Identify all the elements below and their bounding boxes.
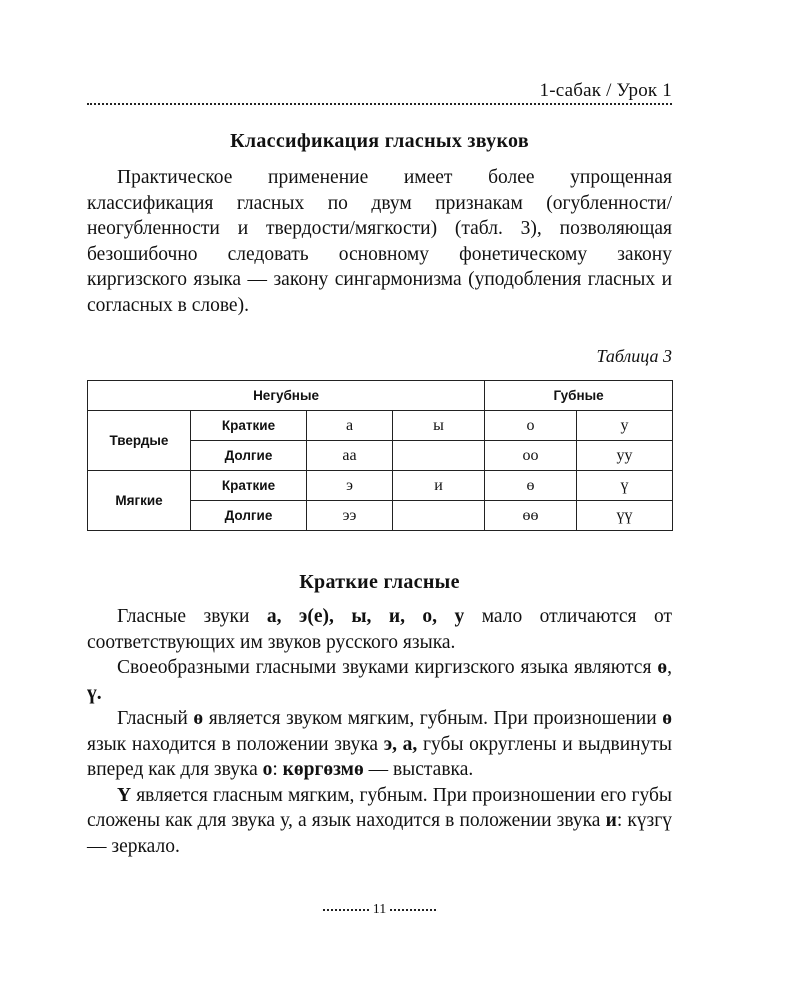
intro-paragraph: Практическое применение имеет более упрощенная классификация гласных по двум признакам (огубленности/неогубленности и твердости/мягкости) (табл. 3), позволяющая безошибочно следовать основному фонетическому закону киргизского языка — закону сингармонизма (уподобления гласных и согласных в слове). xyxy=(87,167,672,316)
text-run: — выставка. xyxy=(363,759,474,780)
table-cell: ү xyxy=(577,471,673,501)
text-run: Гласный xyxy=(117,708,194,729)
bold-text-run: э, а, xyxy=(383,733,418,755)
running-header: 1-сабак / Урок 1 xyxy=(539,80,672,101)
header-dotted-rule xyxy=(87,103,672,105)
paragraph xyxy=(87,604,672,655)
table-caption: Таблица 3 xyxy=(596,346,672,366)
text-run: язык находится в положении звука xyxy=(87,733,384,755)
table-row xyxy=(88,411,673,441)
table-cell xyxy=(393,501,485,531)
bold-text-run: и xyxy=(605,810,617,831)
row-type-label: Краткие xyxy=(191,471,307,501)
table-cell: ы xyxy=(393,411,485,441)
bold-text-run: ү. xyxy=(87,682,102,704)
page-number-value: 11 xyxy=(372,902,387,917)
paragraph xyxy=(87,706,672,783)
text-run: Гласные звуки xyxy=(117,606,267,627)
table-cell xyxy=(393,441,485,471)
row-type-label: Долгие xyxy=(191,501,307,531)
page-number xyxy=(87,902,672,918)
bold-text-run: көргөзмө xyxy=(282,759,364,780)
text-run: : күзгү — зеркало. xyxy=(87,810,672,857)
bold-text-run: ө xyxy=(662,708,672,729)
bold-text-run: ө xyxy=(193,708,204,729)
group-label-hard: Твердые xyxy=(88,411,191,471)
dotted-leader-left xyxy=(323,909,369,911)
table-cell: оо xyxy=(485,441,577,471)
row-type-label: Краткие xyxy=(191,411,307,441)
text-run: является звуком мягким, губным. При произношении xyxy=(203,708,663,729)
row-type-label: Долгие xyxy=(191,441,307,471)
text-run: Своеобразными гласными звуками киргизского языка являются xyxy=(117,657,658,678)
short-vowels-body xyxy=(87,604,672,859)
table-row xyxy=(88,471,673,501)
text-run: : xyxy=(272,759,283,780)
header-rounded: Губные xyxy=(485,381,673,411)
table-cell: э xyxy=(307,471,393,501)
text-run: губы округлены и выдвинуты вперед как для звука xyxy=(87,733,672,780)
text-run: является гласным мягким, губным. При произношении его губы сложены как для звука у, а язык находится в положении звука xyxy=(87,784,672,831)
table-cell: о xyxy=(485,411,577,441)
section-title-classification: Классификация гласных звуков xyxy=(230,130,529,152)
table-cell: уу xyxy=(577,441,673,471)
table-cell: у xyxy=(577,411,673,441)
text-run: , xyxy=(667,657,672,678)
bold-text-run: а, э(е), ы, и, о, у xyxy=(266,606,465,627)
table-cell: аа xyxy=(307,441,393,471)
dotted-leader-right xyxy=(390,909,436,911)
table-cell: а xyxy=(307,411,393,441)
table-cell: ө xyxy=(485,471,577,501)
bold-text-run: Ү xyxy=(117,784,132,806)
section-title-short-vowels: Краткие гласные xyxy=(299,571,460,593)
table-header-row xyxy=(88,381,673,411)
text-run: мало отличаются от соответствующих им звуков русского языка. xyxy=(87,606,672,653)
paragraph xyxy=(87,783,672,860)
table-cell: өө xyxy=(485,501,577,531)
bold-text-run: о xyxy=(262,759,273,780)
table-cell: ээ xyxy=(307,501,393,531)
vowel-classification-table xyxy=(87,380,673,531)
bold-text-run: ө xyxy=(657,657,668,678)
group-label-soft: Мягкие xyxy=(88,471,191,531)
header-unrounded: Негубные xyxy=(88,381,485,411)
book-page xyxy=(87,0,672,1000)
table-cell: и xyxy=(393,471,485,501)
table-cell: үү xyxy=(577,501,673,531)
paragraph xyxy=(87,655,672,706)
